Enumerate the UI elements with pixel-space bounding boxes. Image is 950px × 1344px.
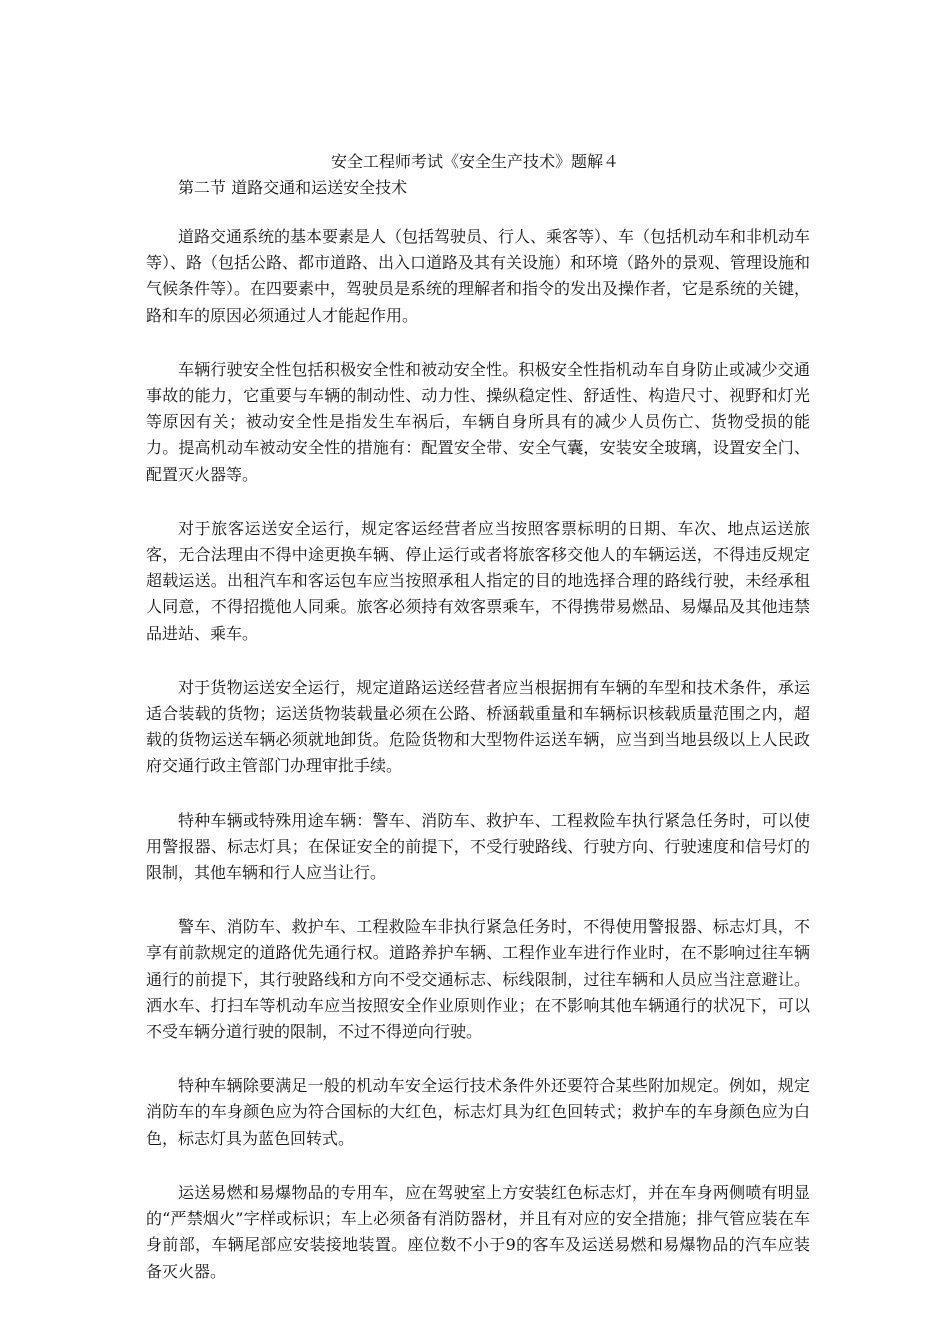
- paragraph-elements: 道路交通系统的基本要素是人（包括驾驶员、行人、乘客等）、车（包括机动车和非机动车等）、路（包括公路、都市道路、出入口道路及其有关设施）和环境（路外的景观、管理设施和气候条件等）。在四要素中，驾驶员是系统的理解者和指令的发出及操作者，它是系统的关键，路和车的原因必须通过人才能起作用。: [146, 227, 811, 325]
- paragraph-passenger-transport: 对于旅客运送安全运行，规定客运经营者应当按照客票标明的日期、车次、地点运送旅客，无合法理由不得中途更换车辆、停止运行或者将旅客移交他人的车辆运送，不得违反规定超载运送。出租汽车和客运包车应当按照承租人指定的目的地选择合理的路线行驶，未经承租人同意，不得招揽他人同乘。旅客必须持有效客票乘车，不得携带易燃品、易爆品及其他违禁品进站、乘车。: [146, 518, 810, 643]
- paragraph-non-emergency: 警车、消防车、救护车、工程救险车非执行紧急任务时，不得使用警报器、标志灯具，不享有前款规定的道路优先通行权。道路养护车辆、工程作业车进行作业时，在不影响过往车辆通行的前提下，其行驶路线和方向不受交通标志、标线限制，过往车辆和人员应当注意避让。洒水车、打扫车等机动车应当按照安全作业原则作业；在不影响其他车辆通行的状况下，可以不受车辆分道行驶的限制，不过不得逆向行驶。: [146, 917, 810, 1042]
- paragraph-vehicle-safety: 车辆行驶安全性包括积极安全性和被动安全性。积极安全性指机动车自身防止或减少交通事故的能力，它重要与车辆的制动性、动力性、操纵稳定性、舒适性、构造尺寸、视野和灯光等原因有关；被动安全性是指发生车祸后，车辆自身所具有的减少人员伤亡、货物受损的能力。提高机动车被动安全性的措施有：配置安全带、安全气囊，安装安全玻璃，设置安全门、配置灭火器等。: [146, 359, 810, 484]
- document-body: [146, 224, 810, 1313]
- paragraph-cargo-transport: 对于货物运送安全运行，规定道路运送经营者应当根据拥有车辆的车型和技术条件，承运适合装载的货物；运送货物装载量必须在公路、桥涵载重量和车辆标识核载质量范围之内，超载的货物运送车辆必须就地卸货。危险货物和大型物件运送车辆，应当到当地县级以上人民政府交通行政主管部门办理审批手续。: [146, 677, 810, 776]
- paragraph-special-vehicles: 特种车辆或特殊用途车辆：警车、消防车、救护车、工程救险车执行紧急任务时，可以使用警报器、标志灯具；在保证安全的前提下，不受行驶路线、行驶方向、行驶速度和信号灯的限制，其他车辆和行人应当让行。: [146, 810, 810, 883]
- paragraph-hazardous-goods: 运送易燃和易爆物品的专用车，应在驾驶室上方安装红色标志灯，并在车身两侧喷有明显的“严禁烟火”字样或标识；车上必须备有消防器材，并且有对应的安全措施；排气管应装在车身前部，车辆尾部应安装接地装置。座位数不小于9的客车及运送易燃和易爆物品的汽车应装备灭火器。: [146, 1182, 810, 1281]
- section-heading: 第二节 道路交通和运送安全技术: [178, 178, 408, 197]
- paragraph-special-requirements: 特种车辆除要满足一般的机动车安全运行技术条件外还要符合某些附加规定。例如，规定消防车的车身颜色应为符合国标的大红色，标志灯具为红色回转式；救护车的车身颜色应为白色，标志灯具为蓝色回转式。: [146, 1076, 810, 1148]
- document-title: 安全工程师考试《安全生产技术》题解４: [330, 152, 619, 171]
